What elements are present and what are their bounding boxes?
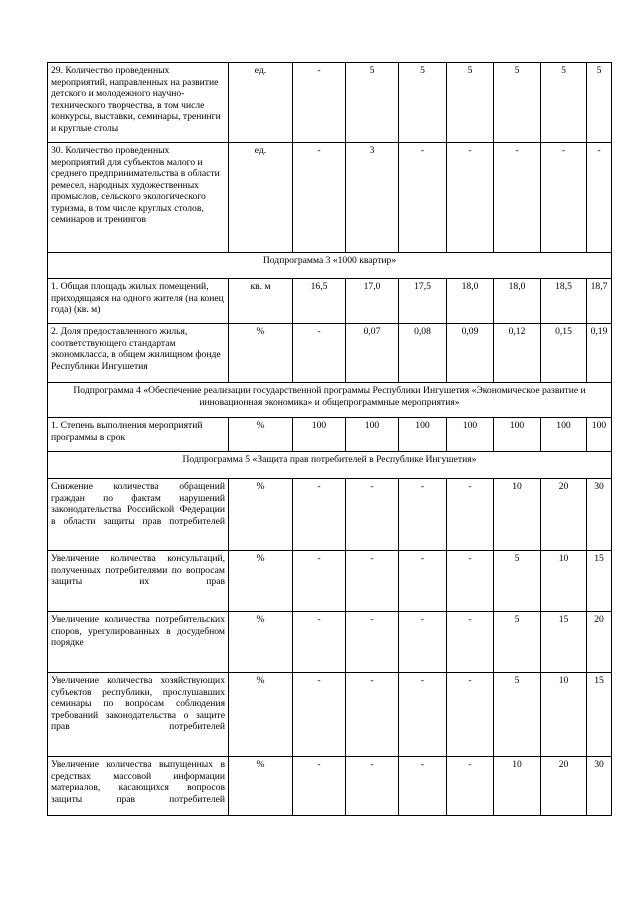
indicators-table-body [48, 63, 612, 816]
indicator-unit: ед. [229, 63, 293, 143]
indicator-value: 17,5 [399, 279, 447, 324]
indicator-value: 20 [587, 612, 612, 673]
indicator-value: - [346, 757, 399, 816]
indicator-value: 100 [541, 418, 587, 452]
indicator-value: 5 [399, 63, 447, 143]
indicator-value: - [447, 143, 494, 253]
indicator-name: 1. Общая площадь жилых помещений, приходящаяся на одного жителя (на конец года) (кв. м) [48, 279, 229, 324]
indicator-value: 10 [541, 673, 587, 757]
indicator-value: 15 [541, 612, 587, 673]
indicator-value: 5 [346, 63, 399, 143]
indicator-value: - [293, 479, 346, 551]
indicator-value: 10 [541, 551, 587, 612]
table-row [48, 418, 612, 452]
indicator-value: - [293, 673, 346, 757]
indicator-value: 15 [587, 673, 612, 757]
indicator-name: 2. Доля предоставленного жилья, соответствующего стандартам экономкласса, в общем жилищном фонде Республики Ингушетия [48, 324, 229, 383]
table-row [48, 673, 612, 757]
indicator-value: 5 [447, 63, 494, 143]
indicator-unit: кв. м [229, 279, 293, 324]
indicator-value: - [346, 673, 399, 757]
indicator-value: - [399, 479, 447, 551]
indicator-unit: % [229, 551, 293, 612]
section-title: Подпрограмма 3 «1000 квартир» [48, 253, 612, 279]
indicator-value: 5 [494, 612, 541, 673]
section-header-row [48, 452, 612, 479]
indicator-name: 1. Степень выполнения мероприятий программы в срок [48, 418, 229, 452]
indicator-value: 18,0 [447, 279, 494, 324]
indicator-value: 5 [494, 63, 541, 143]
indicator-value: - [346, 479, 399, 551]
indicator-value: - [293, 551, 346, 612]
indicator-value: - [447, 673, 494, 757]
indicator-value: - [346, 612, 399, 673]
indicator-value: - [399, 143, 447, 253]
indicator-value: 5 [587, 63, 612, 143]
indicator-value: 20 [541, 479, 587, 551]
indicator-value: - [399, 757, 447, 816]
indicator-value: - [293, 757, 346, 816]
indicator-value: 100 [494, 418, 541, 452]
indicator-value: 20 [541, 757, 587, 816]
indicator-value: - [587, 143, 612, 253]
indicator-value: 0,19 [587, 324, 612, 383]
table-row [48, 551, 612, 612]
indicator-unit: % [229, 673, 293, 757]
section-title: Подпрограмма 5 «Защита прав потребителей в Республике Ингушетия» [48, 452, 612, 479]
indicator-name: Увеличение количества хозяйствующих субъектов республики, прослушавших семинары по вопросам соблюдения требований законодательства о защите прав потребителей [48, 673, 229, 757]
indicator-name: 30. Количество проведенных мероприятий для субъектов малого и среднего предпринимательства в области ремесел, народных художественных промыслов, сельского экологического туризма, в том числе круглых столов, семинаров и тренингов [48, 143, 229, 253]
indicator-value: 0,09 [447, 324, 494, 383]
indicator-value: 5 [494, 551, 541, 612]
indicator-value: 18,7 [587, 279, 612, 324]
indicator-value: 5 [494, 673, 541, 757]
section-header-row [48, 253, 612, 279]
indicators-table [47, 62, 612, 816]
indicator-value: 100 [399, 418, 447, 452]
indicator-value: 100 [293, 418, 346, 452]
indicator-name: 29. Количество проведенных мероприятий, направленных на развитие детского и молодежного научно-технического творчества, в том числе конкурсы, выставки, семинары, тренинги и круглые столы [48, 63, 229, 143]
indicator-value: - [293, 324, 346, 383]
indicator-value: 100 [346, 418, 399, 452]
indicator-value: - [399, 612, 447, 673]
indicator-unit: % [229, 612, 293, 673]
indicator-value: 18,5 [541, 279, 587, 324]
indicator-unit: % [229, 479, 293, 551]
table-row [48, 63, 612, 143]
indicator-value: 0,07 [346, 324, 399, 383]
indicator-value: 100 [447, 418, 494, 452]
indicator-unit: % [229, 418, 293, 452]
section-header-row [48, 383, 612, 418]
indicator-unit: ед. [229, 143, 293, 253]
indicator-value: - [494, 143, 541, 253]
section-title: Подпрограмма 4 «Обеспечение реализации государственной программы Республики Ингушетия «Экономическое развитие и инновационная экономика» и общепрограммные мероприятия» [48, 383, 612, 418]
indicator-name: Увеличение количества потребительских споров, урегулированных в досудебном порядке [48, 612, 229, 673]
table-row [48, 612, 612, 673]
indicator-value: 3 [346, 143, 399, 253]
indicator-value: - [399, 673, 447, 757]
indicator-value: 0,08 [399, 324, 447, 383]
indicator-value: - [346, 551, 399, 612]
table-row [48, 279, 612, 324]
indicator-value: - [447, 479, 494, 551]
indicator-value: 0,12 [494, 324, 541, 383]
indicator-value: 17,0 [346, 279, 399, 324]
table-row [48, 324, 612, 383]
indicator-value: - [447, 612, 494, 673]
indicator-value: 18,0 [494, 279, 541, 324]
indicator-value: - [293, 63, 346, 143]
indicator-value: - [399, 551, 447, 612]
indicator-name: Увеличение количества выпущенных в средствах массовой информации материалов, касающихся вопросов защиты прав потребителей [48, 757, 229, 816]
indicator-value: - [541, 143, 587, 253]
indicator-value: 10 [494, 479, 541, 551]
indicator-name: Увеличение количества консультаций, полученных потребителями по вопросам защиты их прав [48, 551, 229, 612]
indicator-value: 0,15 [541, 324, 587, 383]
indicator-unit: % [229, 757, 293, 816]
indicator-name: Снижение количества обращений граждан по фактам нарушений законодательства Российской Федерации в области защиты прав потребителей [48, 479, 229, 551]
indicator-value: - [447, 757, 494, 816]
indicator-value: 10 [494, 757, 541, 816]
indicator-value: 100 [587, 418, 612, 452]
indicator-unit: % [229, 324, 293, 383]
indicator-value: - [447, 551, 494, 612]
indicator-value: 30 [587, 757, 612, 816]
indicator-value: - [293, 143, 346, 253]
table-row [48, 143, 612, 253]
indicator-value: 30 [587, 479, 612, 551]
table-row [48, 479, 612, 551]
table-row [48, 757, 612, 816]
indicator-value: - [293, 612, 346, 673]
indicator-value: 16,5 [293, 279, 346, 324]
indicator-value: 15 [587, 551, 612, 612]
indicator-value: 5 [541, 63, 587, 143]
